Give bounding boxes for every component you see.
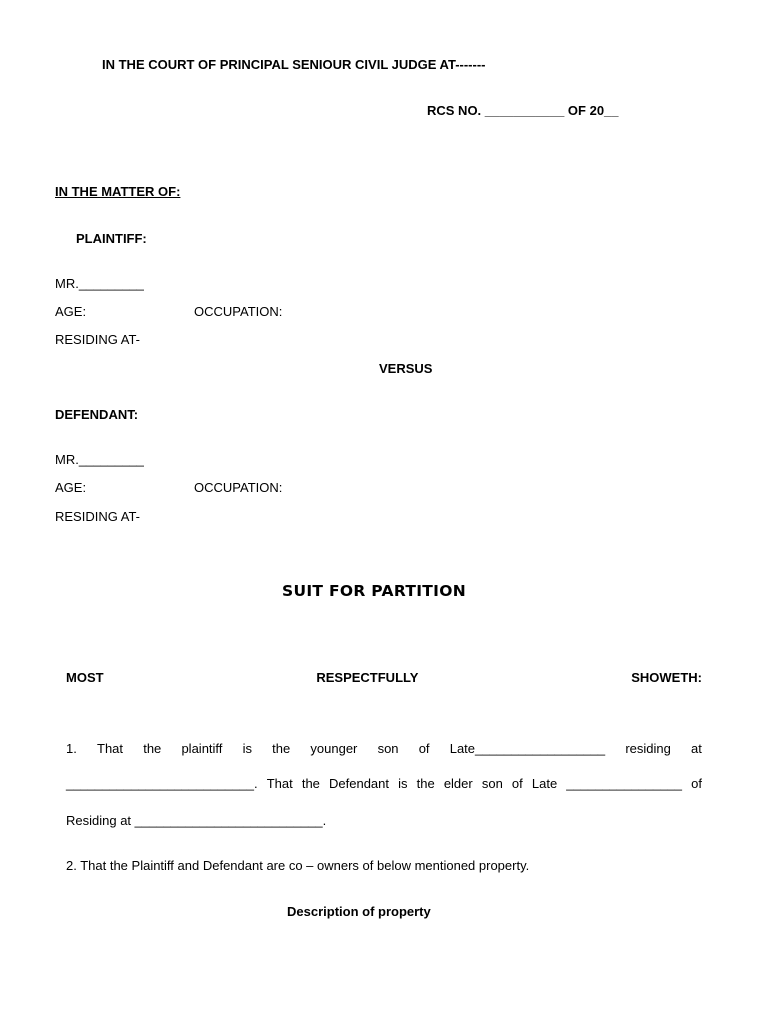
- para1-word: 1.: [66, 741, 77, 756]
- para1-line1: [66, 741, 702, 757]
- para1-line3: Residing at __________________________.: [66, 813, 327, 828]
- court-heading: IN THE COURT OF PRINCIPAL SENIOUR CIVIL JUDGE AT-------: [102, 57, 486, 72]
- para1-word: of: [511, 776, 523, 791]
- para1-word: That: [97, 741, 124, 756]
- property-heading: Description of property: [287, 904, 431, 919]
- plaintiff-age: AGE:: [55, 304, 87, 319]
- defendant-label: DEFENDANT:: [55, 407, 139, 422]
- para1-word: is: [398, 776, 408, 791]
- para1-word: the: [416, 776, 435, 791]
- para1-word: son: [377, 741, 399, 756]
- para1-word: is: [242, 741, 252, 756]
- defendant-age: AGE:: [55, 480, 87, 495]
- showeth-word-most: MOST: [66, 670, 104, 685]
- showeth-word-showeth: SHOWETH:: [631, 670, 702, 685]
- para1-word: That: [266, 776, 293, 791]
- showeth-line: [66, 670, 702, 686]
- para1-word: Defendant: [329, 776, 390, 791]
- defendant-name: MR._________: [55, 452, 144, 467]
- para1-word: of: [691, 776, 702, 791]
- para1-word: son: [481, 776, 503, 791]
- defendant-residing: RESIDING AT-: [55, 509, 140, 524]
- defendant-occupation: OCCUPATION:: [194, 480, 283, 495]
- para1-word: elder: [443, 776, 473, 791]
- para1-word: residing: [625, 741, 671, 756]
- para1-word: Late: [531, 776, 558, 791]
- plaintiff-occupation: OCCUPATION:: [194, 304, 283, 319]
- para1-word: Late__________________: [449, 741, 606, 756]
- para1-word: plaintiff: [181, 741, 223, 756]
- plaintiff-name: MR._________: [55, 276, 144, 291]
- suit-title: SUIT FOR PARTITION: [282, 582, 466, 600]
- para1-line2: [66, 776, 702, 792]
- plaintiff-residing: RESIDING AT-: [55, 332, 140, 347]
- para1-word: of: [418, 741, 430, 756]
- para1-word: the: [272, 741, 291, 756]
- versus-label: VERSUS: [379, 361, 433, 376]
- para1-word: the: [301, 776, 320, 791]
- plaintiff-label: PLAINTIFF:: [76, 231, 147, 246]
- para1-word: the: [143, 741, 162, 756]
- matter-heading: IN THE MATTER OF:: [55, 184, 181, 199]
- para1-word: ________________: [566, 776, 682, 791]
- para2: 2. That the Plaintiff and Defendant are co – owners of below mentioned property.: [66, 858, 530, 873]
- showeth-word-respectfully: RESPECTFULLY: [316, 670, 419, 685]
- rcs-number: RCS NO. ___________ OF 20__: [427, 103, 619, 118]
- para1-word: __________________________.: [66, 776, 258, 791]
- para1-word: at: [691, 741, 702, 756]
- para1-word: younger: [310, 741, 358, 756]
